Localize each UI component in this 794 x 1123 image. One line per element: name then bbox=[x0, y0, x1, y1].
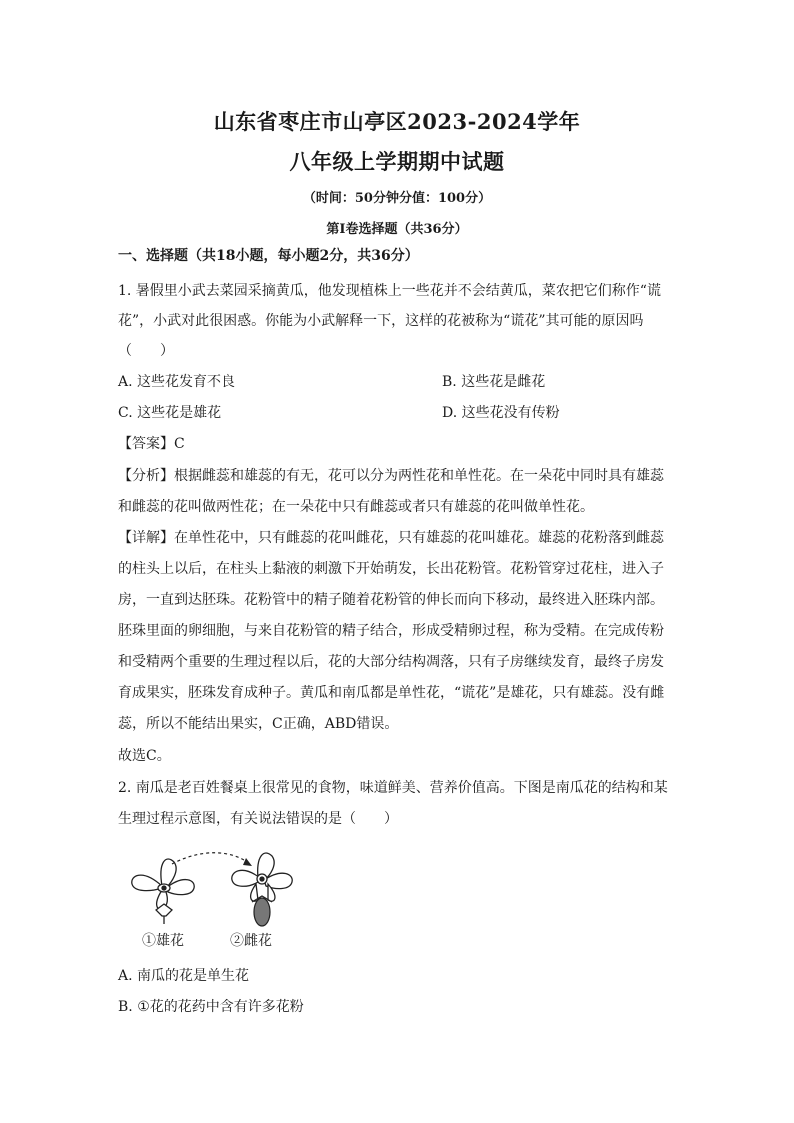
q1-analysis-line: 和雌蕊的花叫做两性花；在一朵花中只有雌蕊或者只有雄蕊的花叫做单性花。 bbox=[118, 499, 594, 515]
ovary-illustration bbox=[122, 892, 302, 927]
q1-detail-line: 和受精两个重要的生理过程以后，花的大部分结构凋落，只有子房继续发育，最终子房发 bbox=[118, 654, 664, 670]
exam-title: 山东省枣庄市山亭区2023-2024学年 bbox=[213, 109, 581, 134]
q1-option-d: D. 这些花没有传粉 bbox=[442, 405, 560, 421]
q2-option-b: B. ①花的花药中含有许多花粉 bbox=[118, 999, 304, 1015]
q1-stem-line: 1. 暑假里小武去菜园采摘黄瓜，他发现植株上一些花并不会结黄瓜，菜农把它们称作“谎 bbox=[118, 283, 661, 299]
figure-label-female: ②雌花 bbox=[230, 933, 272, 949]
q1-stem-line: 花”，小武对此很困惑。你能为小武解释一下，这样的花被称为“谎花”其可能的原因吗 bbox=[118, 313, 644, 329]
pollination-arrow bbox=[172, 853, 250, 864]
q1-detail-line: 育成果实，胚珠发育成种子。黄瓜和南瓜都是单性花，“谎花”是雄花，只有雄蕊。没有雌 bbox=[118, 685, 665, 701]
q1-answer: 【答案】C bbox=[118, 436, 185, 452]
q2-stem-line: 2. 南瓜是老百姓餐桌上很常见的食物，味道鲜美、营养价值高。下图是南瓜花的结构和某 bbox=[118, 780, 668, 796]
ovary-icon bbox=[254, 898, 270, 926]
q1-option-c: C. 这些花是雄花 bbox=[118, 405, 222, 421]
q1-option-b: B. 这些花是雌花 bbox=[442, 374, 546, 390]
figure-label-male: ①雄花 bbox=[142, 933, 184, 949]
q1-detail-line: 胚珠里面的卵细胞，与来自花粉管的精子结合，形成受精卵过程，称为受精。在完成传粉 bbox=[118, 623, 664, 639]
q2-stem-line: 生理过程示意图，有关说法错误的是（ ） bbox=[118, 811, 398, 827]
q1-stem-line: （ ） bbox=[118, 343, 174, 359]
q1-detail-line: 【详解】在单性花中，只有雌蕊的花叫雌花，只有雄蕊的花叫雄花。雄蕊的花粉落到雌蕊 bbox=[118, 530, 664, 546]
section-heading: 第I卷选择题（共36分） bbox=[326, 222, 468, 237]
arrow-head-icon bbox=[243, 858, 252, 866]
q1-detail-line: 蕊，所以不能结出果实，C正确，ABD错误。 bbox=[118, 716, 399, 732]
q1-analysis-line: 【分析】根据雌蕊和雄蕊的有无，花可以分为两性花和单性花。在一朵花中同时具有雄蕊 bbox=[118, 468, 664, 484]
q1-detail-line: 房，一直到达胚珠。花粉管中的精子随着花粉管的伸长而向下移动，最终进入胚珠内部。 bbox=[118, 592, 664, 608]
q1-conclusion: 故选C。 bbox=[118, 748, 171, 764]
part-heading: 一、选择题（共18小题，每小题2分，共36分） bbox=[118, 248, 419, 264]
exam-subtitle: 八年级上学期期中试题 bbox=[289, 149, 505, 174]
q1-option-a: A. 这些花发育不良 bbox=[118, 374, 236, 390]
q2-option-a: A. 南瓜的花是单生花 bbox=[118, 968, 250, 984]
time-info: （时间：50分钟分值：100分） bbox=[302, 191, 492, 206]
q1-detail-line: 的柱头上以后，在柱头上黏液的刺激下开始萌发，长出花粉管。花粉管穿过花柱，进入子 bbox=[118, 561, 664, 577]
